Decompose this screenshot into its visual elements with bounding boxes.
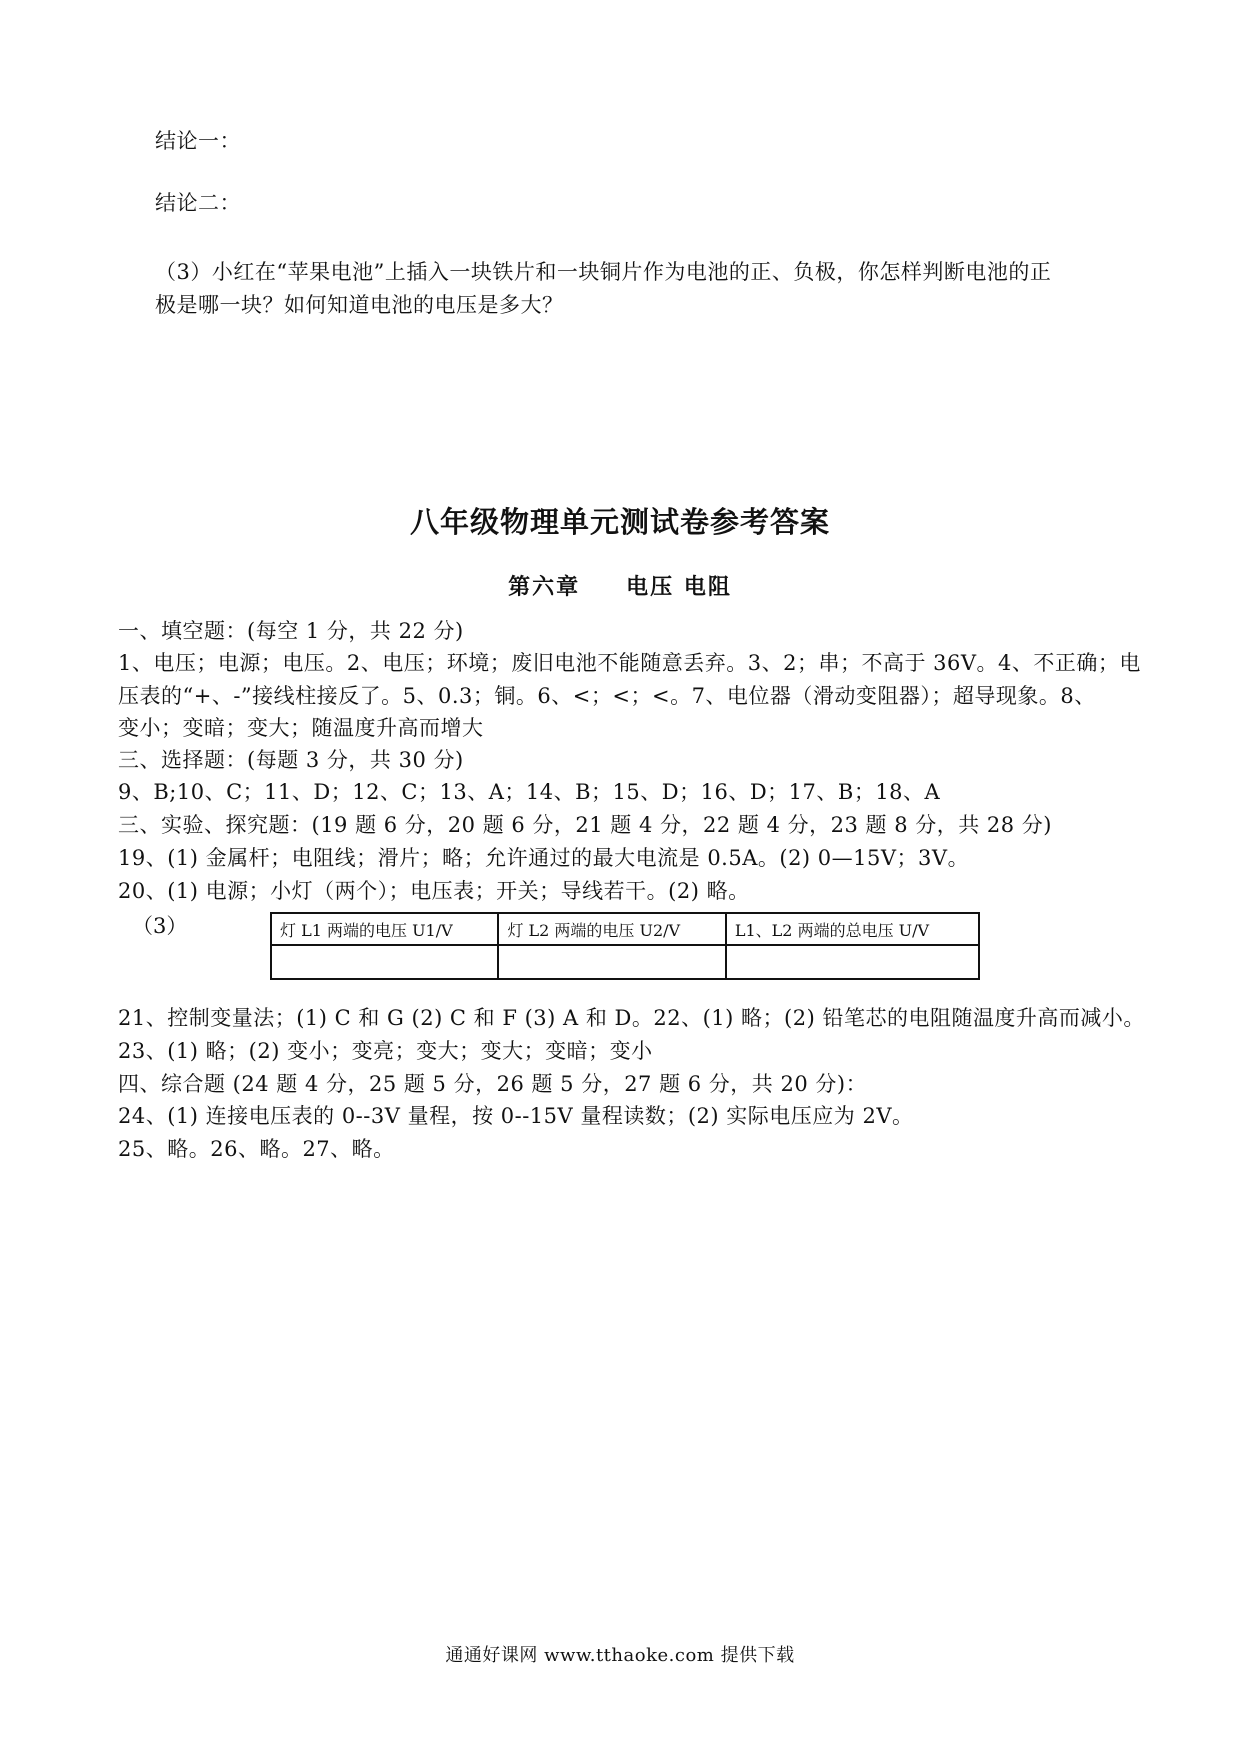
answer-line: 压表的“+、-”接线柱接反了。5、0.3；铜。6、<；<；<。7、电位器（滑动变阻器）；超导现象。8、 bbox=[118, 684, 1096, 708]
voltage-table bbox=[270, 912, 980, 980]
answer-line: 变小；变暗；变大；随温度升高而增大 bbox=[118, 716, 484, 740]
question-3-line-2: 极是哪一块？如何知道电池的电压是多大？ bbox=[155, 293, 564, 317]
footer-source: 通通好课网 www.tthaoke.com 提供下载 bbox=[445, 1645, 795, 1666]
chapter-number: 第六章 bbox=[508, 575, 581, 600]
table-cell-empty bbox=[726, 945, 979, 979]
answer-line: 1、电压；电源；电压。2、电压；环境；废旧电池不能随意丢弃。3、2；串；不高于 36V。4、不正确；电 bbox=[118, 651, 1141, 675]
answer-line: 21、控制变量法；(1) C 和 G (2) C 和 F (3) A 和 D。22、(1) 略；(2) 铅笔芯的电阻随温度升高而减小。 bbox=[118, 1006, 1145, 1030]
answer-line: 24、(1) 连接电压表的 0--3V 量程，按 0--15V 量程读数；(2) 实际电压应为 2V。 bbox=[118, 1104, 914, 1128]
conclusion-two: 结论二： bbox=[155, 191, 241, 215]
answer-line: 19、(1) 金属杆；电阻线；滑片；略；允许通过的最大电流是 0.5A。(2) 0—15V；3V。 bbox=[118, 846, 970, 870]
table-cell-empty bbox=[498, 945, 725, 979]
table-header-cell: 灯 L1 两端的电压 U1/V bbox=[271, 913, 498, 945]
chapter-topic: 电压 电阻 bbox=[626, 575, 732, 600]
table-row bbox=[271, 945, 979, 979]
answer-line: 一、填空题：(每空 1 分，共 22 分) bbox=[118, 619, 464, 643]
table-header-cell: 灯 L2 两端的电压 U2/V bbox=[498, 913, 725, 945]
answer-line: 20、(1) 电源；小灯（两个）；电压表；开关；导线若干。(2) 略。 bbox=[118, 879, 750, 903]
question-3-line-1: （3）小红在“苹果电池”上插入一块铁片和一块铜片作为电池的正、负极，你怎样判断电池的正 bbox=[155, 260, 1052, 284]
conclusion-one: 结论一： bbox=[155, 129, 241, 153]
table-header-cell: L1、L2 两端的总电压 U/V bbox=[726, 913, 979, 945]
chapter-heading bbox=[0, 570, 1240, 601]
answer-line: 四、综合题 (24 题 4 分，25 题 5 分，26 题 5 分，27 题 6 分，共 20 分)： bbox=[118, 1072, 868, 1096]
answer-line: 25、略。26、略。27、略。 bbox=[118, 1137, 395, 1161]
answer-line: 三、实验、探究题：(19 题 6 分，20 题 6 分，21 题 4 分，22 题 4 分，23 题 8 分，共 28 分) bbox=[118, 813, 1052, 837]
table-label: （3） bbox=[132, 914, 188, 938]
answer-line: 23、(1) 略；(2) 变小；变亮；变大；变大；变暗；变小 bbox=[118, 1039, 653, 1063]
answer-line: 9、B;10、C；11、D；12、C；13、A；14、B；15、D；16、D；17、B；18、A bbox=[118, 780, 941, 804]
table-cell-empty bbox=[271, 945, 498, 979]
table-header-row bbox=[271, 913, 979, 945]
answer-line: 三、选择题：(每题 3 分，共 30 分) bbox=[118, 748, 464, 772]
answer-key-title: 八年级物理单元测试卷参考答案 bbox=[409, 505, 830, 539]
